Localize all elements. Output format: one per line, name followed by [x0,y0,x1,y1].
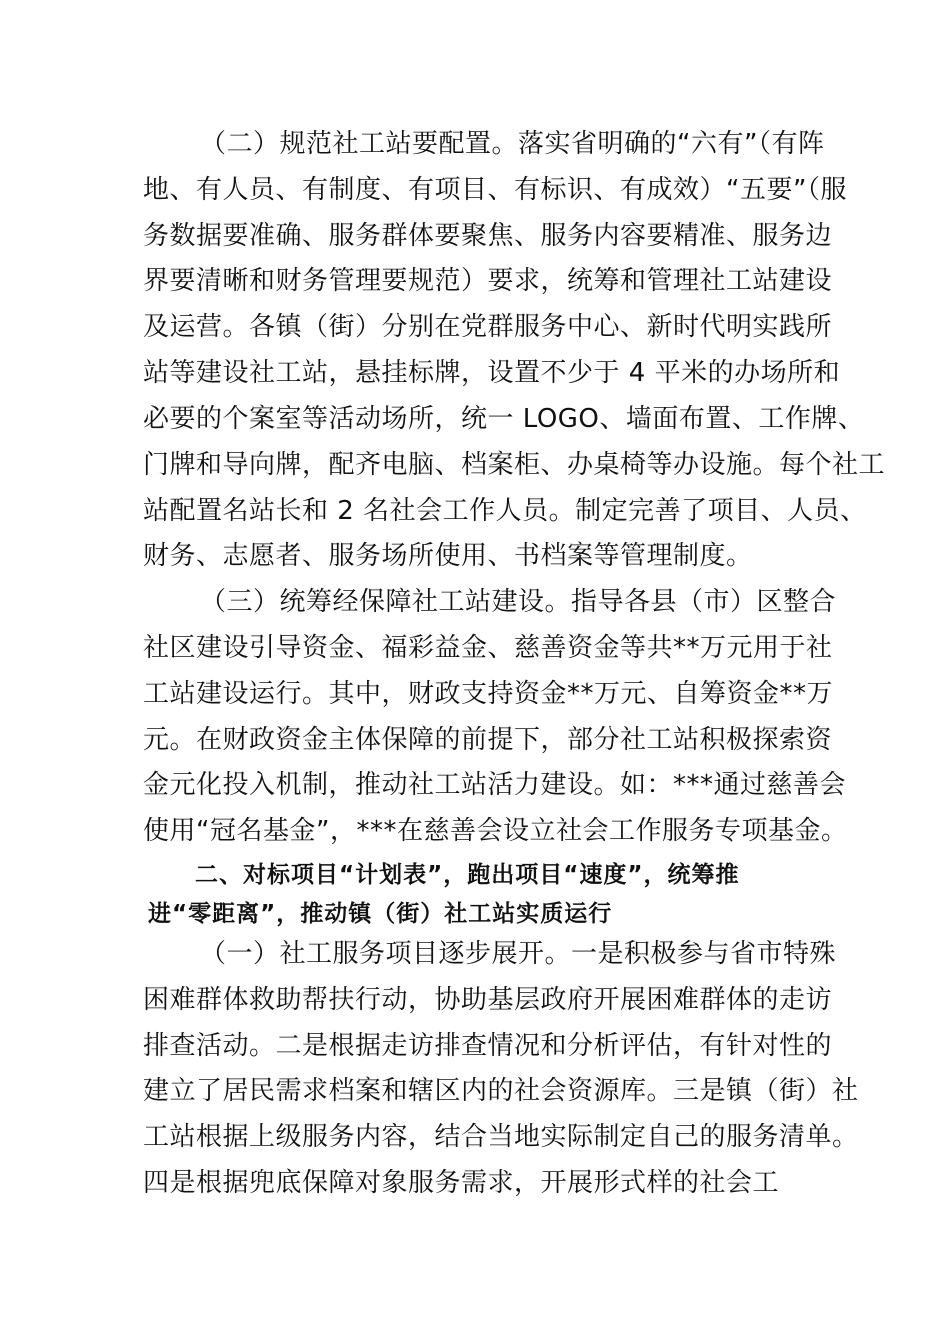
section-heading-line: 二、对标项目“计划表”，跑出项目“速度”，统筹推 [195,862,740,888]
paragraph-line: （三）统筹经保障社工站建设。指导各县（市）区整合 [200,587,837,617]
paragraph-line: 务数据要准确、服务群体要聚焦、服务内容要精准、服务边 [143,221,833,251]
paragraph-line: 四是根据兜底保障对象服务需求，开展形式样的社会工 [143,1168,780,1198]
paragraph-line: 使用“冠名基金”，***在慈善会设立社会工作服务专项基金。 [143,816,848,846]
paragraph-line: 排查活动。二是根据走访排查情况和分析评估，有针对性的 [143,1031,833,1061]
paragraph-line: （二）规范社工站要配置。落实省明确的“六有”（有阵 [200,129,825,159]
paragraph-line: 门牌和导向牌，配齐电脑、档案柜、办桌椅等办设施。每个社工 [143,450,886,480]
paragraph-line: 元。在财政资金主体保障的前提下，部分社工站积极探索资 [143,725,833,755]
paragraph-line: 困难群体救助帮扶行动，协助基层政府开展困难群体的走访 [143,985,833,1015]
paragraph-line: 及运营。各镇（街）分别在党群服务中心、新时代明实践所 [143,312,833,342]
section-heading-line: 进“零距离”，推动镇（街）社工站实质运行 [148,901,613,927]
paragraph-line: 站配置名站长和 2 名社会工作人员。制定完善了项目、人员、 [143,496,867,526]
paragraph-line: 社区建设引导资金、福彩益金、慈善资金等共**万元用于社 [143,633,833,663]
paragraph-line: 必要的个案室等活动场所，统一 LOGO、墙面布置、工作牌、 [143,404,865,434]
paragraph-line: （一）社工服务项目逐步展开。一是积极参与省市特殊 [200,939,837,969]
paragraph-line: 建立了居民需求档案和辖区内的社会资源库。三是镇（街）社 [143,1076,859,1106]
paragraph-line: 财务、志愿者、服务场所使用、书档案等管理制度。 [143,541,753,571]
paragraph-line: 地、有人员、有制度、有项目、有标识、有成效）“五要”（服 [143,175,847,205]
paragraph-line: 站等建设社工站，悬挂标牌，设置不少于 4 平米的办场所和 [143,358,841,388]
paragraph-line: 工站根据上级服务内容，结合当地实际制定自己的服务清单。 [143,1122,859,1152]
paragraph-line: 界要清晰和财务管理要规范）要求，统筹和管理社工站建设 [143,266,833,296]
paragraph-line: 工站建设运行。其中，财政支持资金**万元、自筹资金**万 [143,679,834,709]
paragraph-line: 金元化投入机制，推动社工站活力建设。如：***通过慈善会 [143,770,847,800]
